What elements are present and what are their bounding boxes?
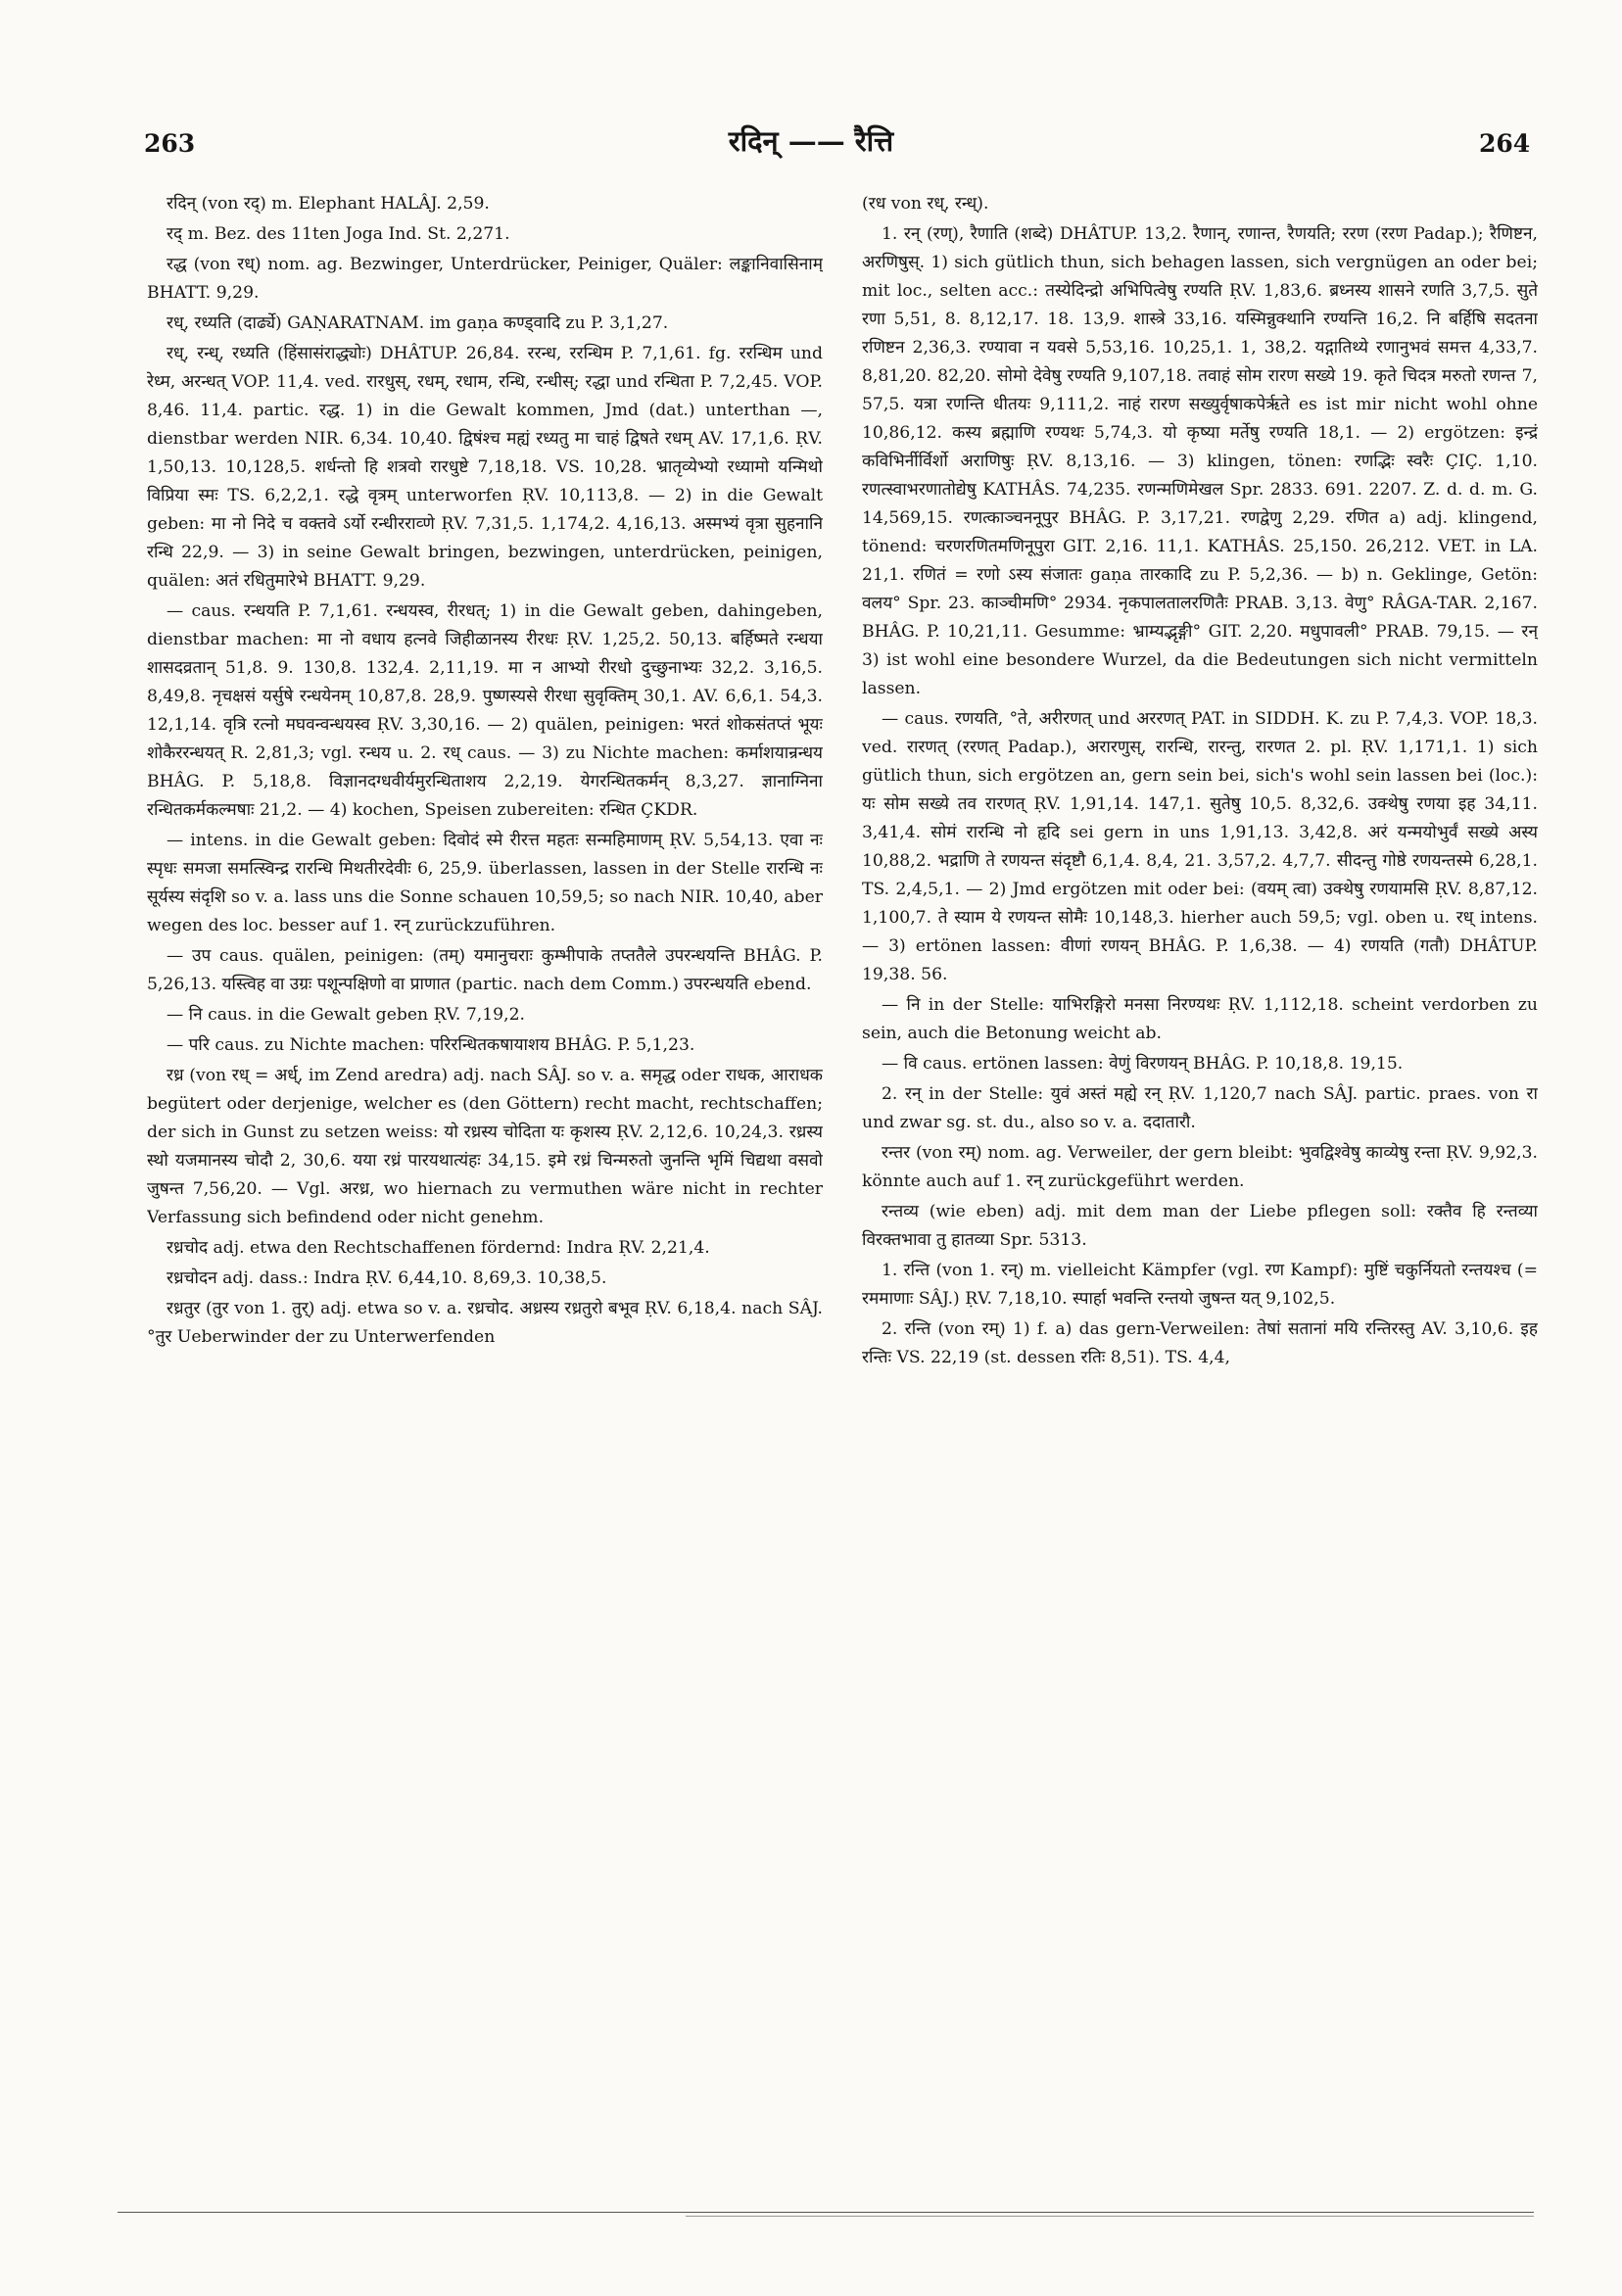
- entry-continuation: (रध von रध्, रन्ध्).: [862, 194, 989, 214]
- entry-upa-caus: — उप caus. quälen, peinigen: (तम्) यमानुचराः कुम्भीपाके तप्ततैले उपरन्धयन्ति BHÂG. P. 5,26,13. यस्त्विह वा उग्रः पशून्पक्षिणो वा प्राणात (partic. nach dem Comm.) उपरन्धयति ebend.: [147, 946, 823, 994]
- entry-rantavya: रन्तव्य (wie eben) adj. mit dem man der Liebe pflegen soll: रक्तैव हि रन्तव्या विरक्तभावा तु हातव्या Spr. 5313.: [862, 1202, 1538, 1250]
- entry-raddha: रद्ध (von रध्) nom. ag. Bezwinger, Unterdrücker, Peiniger, Quäler: लङ्कानिवासिनाम् BHATT. 9,29.: [147, 255, 823, 303]
- entry-radh-1: रध्, रध्यति (दार्ढ्ये) GAṆARATNAM. im gaṇa कण्ड्वादि zu P. 3,1,27.: [167, 313, 669, 333]
- running-head: रदिन् —— रैत्ति: [728, 124, 894, 158]
- entry-ran-1: 1. रन् (रण्), रैणाति (शब्दे) DHÂTUP. 13,2. रैणान्, रणान्त, रैणयति; ररण (ररण Padap.); रैणिष्टन, अरणिषुस्. 1) sich gütlich thun, sich behagen lassen, sich vergnügen an oder bei; mit loc., selten acc.: तस्येदिन्द्रो अभिपित्वेषु रण्यति ṚV. 1,83,6. ब्रध्नस्य शासने रणति 3,7,5. सुते रणा 5,51, 8. 8,12,17. 18. 13,9. शास्त्रे 33,16. यस्मिन्नुक्थानि रण्यन्ति 16,2. नि बर्हिषि सदतना रणिष्टन 2,36,3. रण्यावा न यवसे 5,53,16. 10,25,1. 1, 38,2. यद्गातिथ्ये रणानुभवं समत्त 4,33,7. 8,81,20. 82,20. सोमो देवेषु रण्यति 9,107,18. तवाहं सोम रारण सख्ये 19. कृते चिदत्र मरुतो रणन्त 7, 57,5. यत्रा रणन्ति धीतयः 9,111,2. नाहं रारण सख्युर्वृषाकपेरृते es ist mir nicht wohl ohne 10,86,12. कस्य ब्रह्माणि रण्यथः 5,74,3. यो कृष्या मर्तेषु रण्यति 18,1. — 2) ergötzen: इन्द्रं कविभिर्नीर्विर्शो अराणिषुः ṚV. 8,13,16. — 3) klingen, tönen: रणद्भिः स्वरैः ÇIÇ. 1,10. रणत्स्वाभरणातोद्येषु KATHÂS. 74,235. रणन्मणिमेखल Spr. 2833. 691. 2207. Z. d. d. m. G. 14,569,15. रणत्काञ्चननूपुर BHÂG. P. 3,17,21. रणद्वेणु 2,29. रणित a) adj. klingend, tönend: चरणरणितमणिनूपुरा GIT. 2,16. 11,1. KATHÂS. 25,150. 26,212. VET. in LA. 21,1. रणितं = रणो ऽस्य संजातः gaṇa तारकादि zu P. 5,2,36. — b) n. Geklinge, Getön: वलय° Spr. 23. काञ्चीमणि° 2934. नृकपालतालरणितैः PRAB. 3,13. वेणु° RÂGA-TAR. 2,167. BHÂG. P. 10,21,11. Gesumme: भ्राम्यद्भृङ्गी° GIT. 2,20. मधुपावली° PRAB. 79,15. — रन् 3) ist wohl eine besondere Wurzel, da die Bedeutungen sich nicht vermitteln lassen.: [862, 224, 1538, 698]
- entry-pari-caus: — परि caus. zu Nichte machen: परिरन्धितकषायाशय BHÂG. P. 5,1,23.: [167, 1035, 695, 1055]
- footer-rule: [118, 2212, 1534, 2213]
- entry-radh-2: रध्, रन्ध्, रध्यति (हिंसासंराद्ध्योः) DHÂTUP. 26,84. ररन्ध, ररन्धिम P. 7,1,61. fg. ररन्धिम und रेध्म, अरन्धत् VOP. 11,4. ved. रारधुस्, रधम्, रधाम, रन्धि, रन्धीस्; रद्धा und रन्धिता P. 7,2,45. VOP. 8,46. 11,4. partic. रद्ध. 1) in die Gewalt kommen, Jmd (dat.) unterthan —, dienstbar werden NIR. 6,34. 10,40. द्विषंश्च मह्यं रध्यतु मा चाहं द्विषते रधम् AV. 17,1,6. ṚV. 1,50,13. 10,128,5. शर्धन्तो हि शत्रवो रारधुष्टे 7,18,18. VS. 10,28. भ्रातृव्येभ्यो रध्यामो यन्मिथो विप्रिया स्मः TS. 6,2,2,1. रद्धे वृत्रम् unterworfen ṚV. 10,113,8. — 2) in die Gewalt geben: मा नो निदे च वक्तवे ऽर्यो रन्धीरराव्णे ṚV. 7,31,5. 1,174,2. 4,16,13. अस्मभ्यं वृत्रा सुहनानि रन्धि 22,9. — 3) in seine Gewalt bringen, bezwingen, unterdrücken, peinigen, quälen: अतं रधितुमारेभे BHATT. 9,29.: [147, 344, 823, 591]
- entry-radin: रदिन् (von रद्) m. Elephant HALÂJ. 2,59.: [167, 194, 490, 214]
- entry-ranti-1: 1. रन्ति (von 1. रन्) m. vielleicht Kämpfer (vgl. रण Kampf): मुष्टिं चकुर्नियतो रन्तयश्च (= रममाणाः SÂJ.) ṚV. 7,18,10. स्पार्हा भवन्ति रन्तयो जुषन्त यत् 9,102,5.: [862, 1261, 1538, 1309]
- entry-radh-caus: — caus. रन्धयति P. 7,1,61. रन्धयस्व, रीरधत्; 1) in die Gewalt geben, dahingeben, dienstbar machen: मा नो वधाय हत्नवे जिहीळानस्य रीरधः ṚV. 1,25,2. 50,13. बर्हिष्मते रन्धया शासदव्रतान् 51,8. 9. 130,8. 132,4. 2,11,19. मा न आभ्यो रीरधो दुच्छुनाभ्यः 32,2. 3,16,5. 8,49,8. नृचक्षसं यर्सुषे रन्धयेनम् 10,87,8. 28,9. पुष्णस्यसे रीरधा सुवृक्तिम् 30,1. AV. 6,6,1. 54,3. 12,1,14. वृत्रि रत्नो मघवन्वन्धयस्व ṚV. 3,30,16. — 2) quälen, peinigen: भरतं शोकसंतप्तं भूयः शोकैररन्धयत् R. 2,81,3; vgl. रन्धय u. 2. रध् caus. — 3) zu Nichte machen: कर्माशयान्रन्धय BHÂG. P. 5,18,8. विज्ञानदग्धवीर्यमुरन्धिताशय 2,2,19. येगरन्धितकर्मन् 8,3,27. ज्ञानाग्निना रन्धितकर्मकल्मषाः 21,2. — 4) kochen, Speisen zubereiten: रन्धित ÇKDR.: [147, 601, 823, 820]
- entry-radhracodana: रध्रचोदन adj. dass.: Indra ṚV. 6,44,10. 8,69,3. 10,38,5.: [167, 1268, 607, 1288]
- entry-radhra: रध्र (von रध् = अर्ध्, im Zend aredra) adj. nach SÂJ. so v. a. समृद्ध oder राधक, आराधक begütert oder derjenige, welcher es (den Göttern) recht macht, rechtschaffen; der sich in Gunst zu setzen weiss: यो रध्रस्य चोदिता यः कृशस्य ṚV. 2,12,6. 10,24,3. रध्रस्य स्थो यजमानस्य चोदौ 2, 30,6. यया रध्रं पारयथात्यंहः 34,15. इमे रध्रं चिन्मरुतो जुनन्ति भृमिं चिद्यथा वसवो जुषन्त 7,56,20. — Vgl. अरध्र, wo hiernach zu vermuthen wäre nicht in rechter Verfassung sich befindend oder nicht genehm.: [147, 1066, 823, 1227]
- entry-rantar: रन्तर (von रम्) nom. ag. Verweiler, der gern bleibt: भुवद्विश्वेषु काव्येषु रन्ता ṚV. 9,92,3. könnte auch auf 1. रन् zurückgeführt werden.: [862, 1143, 1538, 1191]
- entry-radhracoda: रध्रचोद adj. etwa den Rechtschaffenen fördernd: Indra ṚV. 2,21,4.: [167, 1238, 710, 1258]
- entry-ni-caus: — नि caus. in die Gewalt geben ṚV. 7,19,2.: [167, 1005, 525, 1025]
- page-number-right: 264: [1479, 129, 1531, 158]
- entry-rad: रद् m. Bez. des 11ten Joga Ind. St. 2,271.: [167, 224, 510, 244]
- footer-rule-secondary: [686, 2216, 1534, 2217]
- page-header: [0, 116, 1622, 174]
- entry-radhratura: रध्रतुर (तुर von 1. तुर्) adj. etwa so v. a. रध्रचोद. अध्रस्य रध्रतुरो बभूव ṚV. 6,18,4. nach SÂJ. °तुर Ueberwinder der zu Unterwerfenden: [147, 1299, 823, 1347]
- right-column: [862, 190, 1538, 2110]
- left-column: [147, 190, 823, 2110]
- entry-ran-ni: — नि in der Stelle: याभिरङ्गिरो मनसा निरण्यथः ṚV. 1,112,18. scheint verdorben zu sein, auch die Betonung weicht ab.: [862, 995, 1538, 1043]
- page-number-left: 263: [144, 129, 196, 158]
- entry-ran-vi: — वि caus. ertönen lassen: वेणुं विरणयन् BHÂG. P. 10,18,8. 19,15.: [882, 1054, 1404, 1074]
- entry-ranti-2: 2. रन्ति (von रम्) 1) f. a) das gern-Verweilen: तेषां सतानां मयि रन्तिरस्तु AV. 3,10,6. इह रन्तिः VS. 22,19 (st. dessen रतिः 8,51). TS. 4,4,: [862, 1319, 1538, 1367]
- entry-radh-intens: — intens. in die Gewalt geben: दिवोदं स्मे रीरत्त महतः सन्महिमाणम् ṚV. 5,54,13. एवा नः स्पृधः समजा समत्स्विन्द्र रारन्धि मिथतीरदेवीः 6, 25,9. überlassen, lassen in der Stelle रारन्धि नः सूर्यस्य संदृशि so v. a. lass uns die Sonne schauen 10,59,5; so nach NIR. 10,40, aber wegen des loc. besser auf 1. रन् zurückzuführen.: [147, 831, 823, 935]
- entry-ran-2: 2. रन् in der Stelle: युवं अस्तं मह्ये रन् ṚV. 1,120,7 nach SÂJ. partic. praes. von रा und zwar sg. st. du., also so v. a. ददातारौ.: [862, 1084, 1538, 1132]
- entry-ran-caus: — caus. रणयति, °ते, अरीरणत् und अररणत् PAT. in SIDDH. K. zu P. 7,4,3. VOP. 18,3. ved. रारणत् (ररणत् Padap.), अरारणुस्, रारन्धि, रारन्तु, रारणत 2. pl. ṚV. 1,171,1. 1) sich gütlich thun, sich ergötzen an, gern sein bei, sich's wohl sein lassen bei (loc.): यः सोम सख्ये तव रारणत् ṚV. 1,91,14. 147,1. सुतेषु 10,5. 8,32,6. उक्थेषु रणया इह 34,11. 3,41,4. सोमं रारन्धि नो हृदि sei gern in uns 1,91,13. 3,42,8. अरं यन्मयोभुर्वं सख्ये अस्य 10,88,2. भद्राणि ते रणयन्त संदृष्टौ 6,1,4. 8,4, 21. 3,57,2. 4,7,7. सीदन्तु गोष्ठे रणयन्तस्मे 6,28,1. TS. 2,4,5,1. — 2) Jmd ergötzen mit oder bei: (वयम् त्वा) उक्थेषु रणयामसि ṚV. 8,87,12. 1,100,7. ते स्याम ये रणयन्त सोमैः 10,148,3. hierher auch 59,5; vgl. oben u. रध् intens. — 3) ertönen lassen: वीणां रणयन् BHÂG. P. 1,6,38. — 4) रणयति (गतौ) DHÂTUP. 19,38. 56.: [862, 709, 1538, 984]
